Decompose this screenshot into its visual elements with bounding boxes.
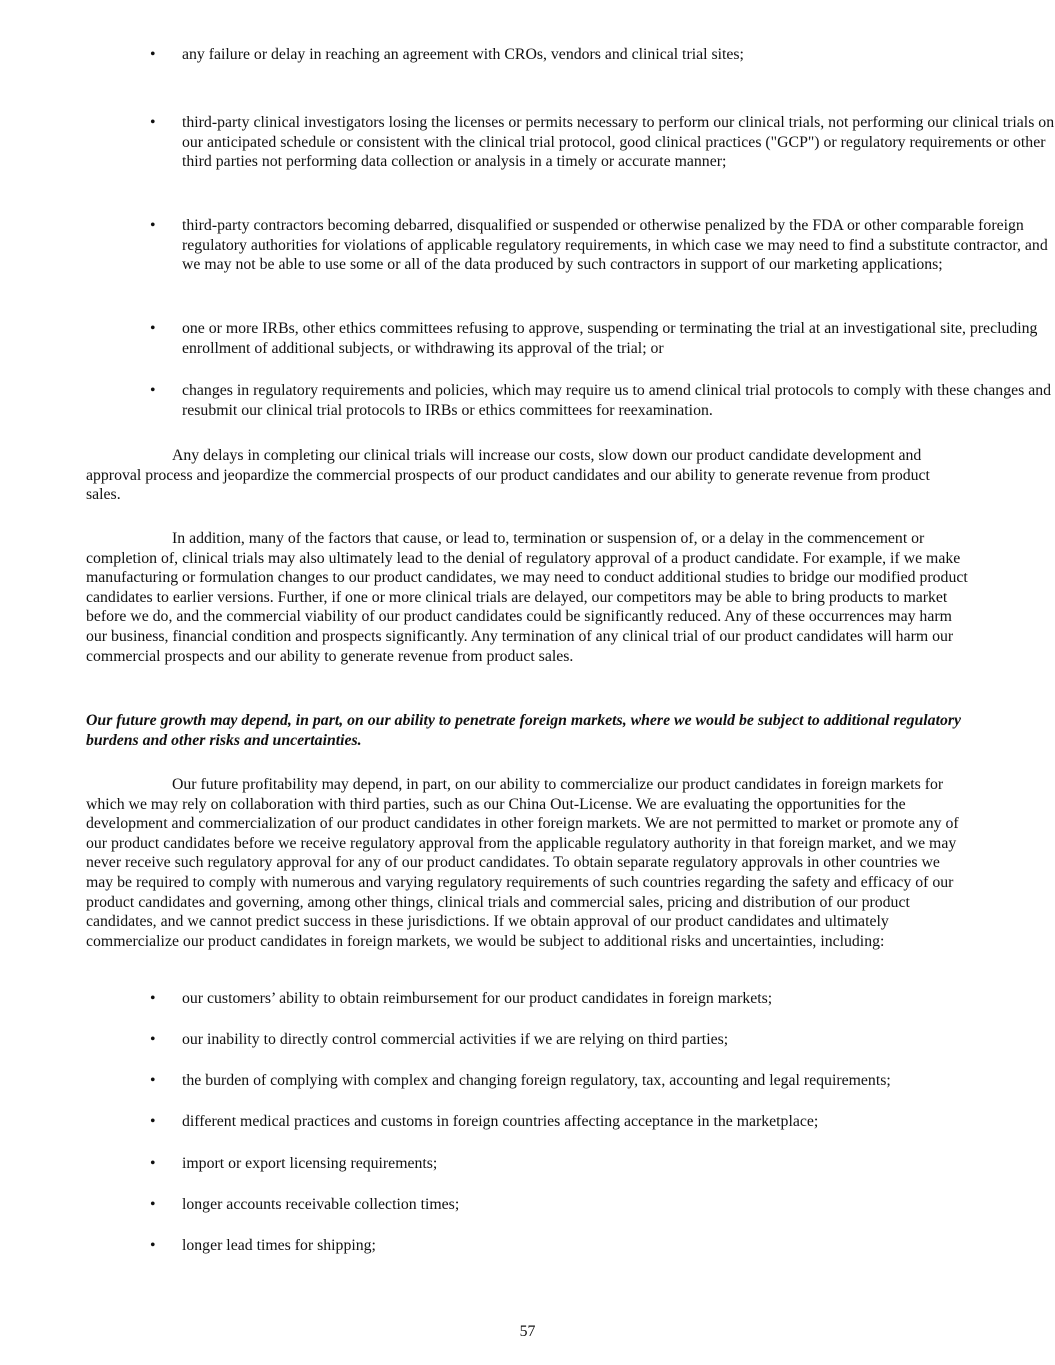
list-item <box>86 381 1055 420</box>
list-item <box>86 45 1055 65</box>
bullet-icon: • <box>150 1155 156 1172</box>
list-item <box>86 1236 1055 1256</box>
bullet-icon: • <box>150 320 156 337</box>
bullet-text: our inability to directly control commercial activities if we are relying on third parties; <box>182 1031 729 1048</box>
bullet-text: one or more IRBs, other ethics committees refusing to approve, suspending or terminating the trial at an investigational site, precluding enrollment of additional subjects, or withdrawing its approval of the trial; or <box>182 320 1038 357</box>
list-item <box>86 1195 1055 1215</box>
bullet-text: any failure or delay in reaching an agreement with CROs, vendors and clinical trial sites; <box>182 46 744 63</box>
bullet-text: our customers’ ability to obtain reimbursement for our product candidates in foreign markets; <box>182 990 773 1007</box>
list-item <box>86 1030 1055 1050</box>
list-item <box>86 1071 1055 1091</box>
bullet-text: different medical practices and customs in foreign countries affecting acceptance in the marketplace; <box>182 1113 819 1130</box>
list-item <box>86 113 1055 172</box>
bullet-icon: • <box>150 990 156 1007</box>
bullet-text: import or export licensing requirements; <box>182 1155 438 1172</box>
paragraph-foreign-markets: Our future profitability may depend, in part, on our ability to commercialize our product candidates in foreign markets for which we may rely on collaboration with third parties, such as our China Out-License. We are evaluating the opportunities for the development and commercialization of our product candidates in other foreign markets. We are not permitted to market or promote any of our product candidates before we receive regulatory approval from the applicable regulatory authority in that foreign market, and we may never receive such regulatory approval for any of our product candidates. To obtain separate regulatory approvals in other countries we may be required to comply with numerous and varying regulatory requirements of such countries regarding the safety and efficacy of our product candidates and governing, among other things, clinical trials and commercial sales, pricing and distribution of our product candidates, and we cannot predict success in these jurisdictions. If we obtain approval of our product candidates and ultimately commercialize our product candidates in foreign markets, we would be subject to additional risks and uncertainties, including: <box>86 776 959 950</box>
bullet-text: third-party contractors becoming debarred, disqualified or suspended or otherwise penalized by the FDA or other comparable foreign regulatory authorities for violations of applicable regulatory requirements, in which case we may need to find a substitute contractor, and we may not be able to use some or all of the data produced by such contractors in support of our marketing applications; <box>182 217 1048 274</box>
bullet-text: changes in regulatory requirements and policies, which may require us to amend clinical trial protocols to comply with these changes and resubmit our clinical trial protocols to IRBs or ethics committees for reexamination. <box>182 382 1052 419</box>
list-item <box>86 1154 1055 1174</box>
list-item <box>86 319 1055 358</box>
bullet-text: third-party clinical investigators losing the licenses or permits necessary to perform our clinical trials, not performing our clinical trials on our anticipated schedule or consistent with the clinical trial protocol, good clinical practices ("GCP") or regulatory requirements or other third parties not performing data collection or analysis in a timely or accurate manner; <box>182 114 1055 171</box>
list-item <box>86 989 1055 1009</box>
bullet-icon: • <box>150 217 156 234</box>
bullet-icon: • <box>150 1113 156 1130</box>
bullet-icon: • <box>150 1196 156 1213</box>
bullet-icon: • <box>150 1237 156 1254</box>
bullet-icon: • <box>150 1031 156 1048</box>
section-heading: Our future growth may depend, in part, on our ability to penetrate foreign markets, where we would be subject to additional regulatory burdens and other risks and uncertainties. <box>86 712 962 749</box>
bullet-text: longer lead times for shipping; <box>182 1237 376 1254</box>
bullet-text: the burden of complying with complex and changing foreign regulatory, tax, accounting and legal requirements; <box>182 1072 891 1089</box>
page-number: 57 <box>519 1323 536 1340</box>
bullet-icon: • <box>150 1072 156 1089</box>
paragraph-delays: Any delays in completing our clinical trials will increase our costs, slow down our product candidate development and approval process and jeopardize the commercial prospects of our product candidates and our ability to generate revenue from product sales. <box>86 447 930 504</box>
list-item <box>86 216 1055 275</box>
bullet-icon: • <box>150 114 156 131</box>
paragraph-addition: In addition, many of the factors that cause, or lead to, termination or suspension of, or a delay in the commencement or completion of, clinical trials may also ultimately lead to the denial of regulatory approval of a product candidate. For example, if we make manufacturing or formulation changes to our product candidates, we may need to conduct additional studies to bridge our modified product candidates to earlier versions. Further, if one or more clinical trials are delayed, our competitors may be able to bring products to market before we do, and the commercial viability of our product candidates could be significantly reduced. Any of these occurrences may harm our business, financial condition and prospects significantly. Any termination of any clinical trial of our product candidates will harm our commercial prospects and our ability to generate revenue from product sales. <box>86 530 968 665</box>
bullet-icon: • <box>150 46 156 63</box>
bullet-text: longer accounts receivable collection times; <box>182 1196 460 1213</box>
bullet-icon: • <box>150 382 156 399</box>
list-item <box>86 1112 1055 1132</box>
